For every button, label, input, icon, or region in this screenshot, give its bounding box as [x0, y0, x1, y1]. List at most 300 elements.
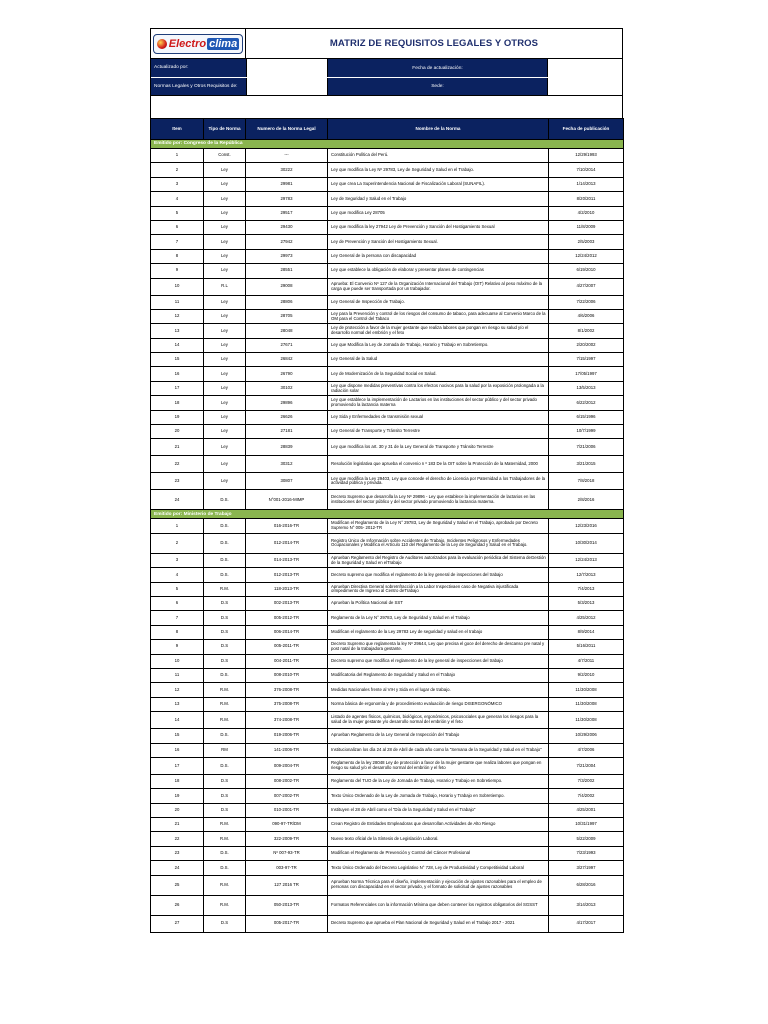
- table-header-row: [151, 119, 624, 140]
- cell-item: 14: [151, 338, 204, 352]
- cell-item: 21: [151, 439, 204, 456]
- cell-number: 012-2013-TR: [246, 568, 328, 582]
- cell-number: 010-2001-TR: [246, 803, 328, 817]
- cell-name: Modifican el reglamento de la Ley 29783 Ley de seguridad y salud en el trabajo: [328, 625, 549, 639]
- cell-number: 050-2013-TR: [246, 895, 328, 915]
- cell-number: 30312: [246, 456, 328, 473]
- cell-number: 29517: [246, 206, 328, 220]
- meta-row-1: [151, 59, 622, 77]
- cell-name: Reglamento del TUO de la Ley de Jornada de Trabajo, Horario y Trabajo en Sobretiempo.: [328, 774, 549, 788]
- table-row: [151, 473, 624, 490]
- cell-item: 1: [151, 149, 204, 163]
- cell-number: 005-2012-TR: [246, 611, 328, 625]
- cell-date: 6/28/2016: [549, 875, 624, 895]
- cell-name: Aprueban Reglamento de la Ley General de Inspección del Trabajo: [328, 729, 549, 743]
- cell-item: 25: [151, 875, 204, 895]
- table-row: [151, 697, 624, 711]
- cell-type: D.S.: [204, 846, 246, 860]
- cell-name: Ley que establece la implementación de Lactarios en las instituciones del sector público y del sector privado promoviendo la lactancia materna: [328, 396, 549, 410]
- cell-item: 22: [151, 832, 204, 846]
- cell-number: 007-2002-TR: [246, 789, 328, 803]
- cell-type: Ley: [204, 309, 246, 323]
- cell-name: Ley que modifica los art. 30 y 31 de la Ley General de Transporte y Tránsito Terrestre: [328, 439, 549, 456]
- cell-number: 004-2011-TR: [246, 654, 328, 668]
- cell-date: 6/19/2010: [549, 264, 624, 278]
- cell-item: 9: [151, 640, 204, 654]
- cell-type: Ley: [204, 163, 246, 177]
- cell-type: D.S: [204, 654, 246, 668]
- cell-type: Ley: [204, 324, 246, 338]
- cell-item: 24: [151, 490, 204, 510]
- table-row: [151, 846, 624, 860]
- cell-number: 008-2010-TR: [246, 668, 328, 682]
- table-row: [151, 832, 624, 846]
- cell-date: 11/30/2008: [549, 683, 624, 697]
- cell-number: 29981: [246, 177, 328, 191]
- cell-type: D.S: [204, 640, 246, 654]
- cell-name: Crean Registro de Entidades Empleadoras que desarrollan Actividades de Alto Riesgo: [328, 818, 549, 832]
- document-title: MATRIZ DE REQUISITOS LEGALES Y OTROS: [329, 38, 539, 49]
- table-row: [151, 668, 624, 682]
- cell-date: 7/3/2002: [549, 774, 624, 788]
- cell-item: 8: [151, 625, 204, 639]
- site-field[interactable]: [547, 78, 622, 95]
- meta-block: [150, 59, 623, 96]
- col-header-type: Tipo de Norma: [204, 119, 246, 140]
- cell-name: Ley General de la persona con discapacidad: [328, 249, 549, 263]
- table-row: [151, 235, 624, 249]
- table-row: [151, 640, 624, 654]
- cell-number: 003-97-TR: [246, 861, 328, 875]
- table-row: [151, 611, 624, 625]
- table-row: [151, 915, 624, 932]
- cell-number: 005-2017-TR: [246, 915, 328, 932]
- cell-number: 29783: [246, 192, 328, 206]
- cell-item: 8: [151, 249, 204, 263]
- cell-number: 27181: [246, 425, 328, 439]
- updated-by-field[interactable]: [246, 59, 328, 77]
- cell-name: Decreto Supremo que desarrolla la Ley Nº 29896 - Ley que establece la implementación de lactarios en las instituciones del sector público y del sector privado promoviendo la lactancia materna.: [328, 490, 549, 510]
- cell-date: 12/23/2016: [549, 519, 624, 533]
- cell-date: 7/21/2004: [549, 757, 624, 774]
- table-row: [151, 553, 624, 567]
- cell-name: Ley de protección a favor de la mujer gestante que realiza labores que pongan en riesgo su salud y/o el desarrollo normal del embrión y el feto: [328, 324, 549, 338]
- table-row: [151, 278, 624, 295]
- cell-type: Ley: [204, 264, 246, 278]
- table-row: [151, 192, 624, 206]
- cell-item: 10: [151, 278, 204, 295]
- table-row: [151, 249, 624, 263]
- cell-date: 6/15/1996: [549, 410, 624, 424]
- cell-number: 27671: [246, 338, 328, 352]
- cell-type: R.M.: [204, 697, 246, 711]
- cell-number: 090-97-TR/DM: [246, 818, 328, 832]
- cell-item: 18: [151, 774, 204, 788]
- cell-type: D.S: [204, 625, 246, 639]
- table-row: [151, 220, 624, 234]
- cell-date: 12/29/1993: [549, 149, 624, 163]
- cell-item: 19: [151, 410, 204, 424]
- table-row: [151, 774, 624, 788]
- cell-name: Listado de agentes físicos, químicos, biológicos, ergonómicos, psicosociales que generan los riesgos para la salud de la mujer gestante y/o desarrollo normal del embrión y el feto: [328, 712, 549, 729]
- cell-item: 27: [151, 915, 204, 932]
- cell-number: 29430: [246, 220, 328, 234]
- cell-date: 3/14/2013: [549, 895, 624, 915]
- cell-date: 10/31/1997: [549, 818, 624, 832]
- col-header-name: Nombre de la Norma: [328, 119, 549, 140]
- col-header-item: Item: [151, 119, 204, 140]
- cell-type: D.S: [204, 915, 246, 932]
- meta-row-2: [151, 77, 622, 95]
- cell-number: 006-2014-TR: [246, 625, 328, 639]
- cell-type: R.M.: [204, 582, 246, 596]
- table-row: [151, 396, 624, 410]
- cell-number: 26626: [246, 410, 328, 424]
- table-row: [151, 353, 624, 367]
- cell-date: 4/6/2006: [549, 309, 624, 323]
- cell-number: 141-2006-TR: [246, 743, 328, 757]
- table-row: [151, 712, 624, 729]
- cell-name: Ley que Modifica la Ley de Jornada de Trabajo, Horario y Trabajo en Sobretiempo.: [328, 338, 549, 352]
- cell-name: Aprueba: El Convenio Nº 127 de la Organización Internacional del Trabajo (OIT) Relativo al peso máximo de la carga que puede ser transportada por un trabajador.: [328, 278, 549, 295]
- cell-item: 22: [151, 456, 204, 473]
- cell-name: Modifican el Reglamento de Prevención y Control del Cáncer Profesional: [328, 846, 549, 860]
- cell-item: 26: [151, 895, 204, 915]
- logo-word-1: Electro: [168, 37, 207, 50]
- spacer: [150, 96, 623, 118]
- document-sheet: [150, 28, 623, 933]
- cell-type: R.M.: [204, 712, 246, 729]
- cell-type: Ley: [204, 177, 246, 191]
- cell-type: Ley: [204, 220, 246, 234]
- cell-date: 5/16/2011: [549, 640, 624, 654]
- cell-number: 29896: [246, 396, 328, 410]
- cell-name: Medidas Nacionales frente al VIH y Sida en el lugar de trabajo.: [328, 683, 549, 697]
- cell-name: Modificatoria del Reglamento de Seguridad y Salud en el Trabajo: [328, 668, 549, 682]
- table-row: [151, 410, 624, 424]
- cell-item: 17: [151, 757, 204, 774]
- table-row: [151, 875, 624, 895]
- cell-number: 376-2008-TR: [246, 683, 328, 697]
- cell-date: 4/27/2007: [549, 278, 624, 295]
- cell-item: 19: [151, 789, 204, 803]
- cell-type: Ley: [204, 192, 246, 206]
- cell-type: D.S: [204, 803, 246, 817]
- table-row: [151, 295, 624, 309]
- cell-item: 9: [151, 264, 204, 278]
- norms-label: Normas Legales y Otros Requisitos de:: [151, 78, 246, 95]
- cell-date: 2/5/2003: [549, 235, 624, 249]
- cell-type: Ley: [204, 439, 246, 456]
- cell-date: 10/29/2006: [549, 729, 624, 743]
- cell-date: 7/4/2013: [549, 582, 624, 596]
- update-date-label: Fecha de actualización:: [328, 59, 547, 77]
- cell-item: 10: [151, 654, 204, 668]
- logo-cell: [151, 29, 246, 58]
- cell-date: 4/7/2011: [549, 654, 624, 668]
- cell-name: Aprueban Directiva General sobreInfracción a la Labor Inspectivaen caso de Negativa injustificada oImpedimento de Ingreso al Centro deTrabajo: [328, 582, 549, 596]
- cell-number: 27942: [246, 235, 328, 249]
- cell-number: 28048: [246, 324, 328, 338]
- cell-date: 4/25/2001: [549, 803, 624, 817]
- cell-date: 7/23/1993: [549, 846, 624, 860]
- title-cell: [246, 29, 622, 58]
- cell-item: 14: [151, 712, 204, 729]
- cell-date: 4/25/2012: [549, 611, 624, 625]
- cell-name: Ley que dispone medidas preventivas contra los efectos nocivos para la salud por la exposición prolongada a la radiación solar: [328, 381, 549, 395]
- cell-item: 15: [151, 353, 204, 367]
- cell-date: 7/21/2006: [549, 439, 624, 456]
- cell-type: R.L: [204, 278, 246, 295]
- cell-name: Aprueban Norma Técnica para el diseño, implementación y ejecución de ajustes razonables para el empleo de personas con discapacidad en el sector privado, y el formato de solicitud de ajustes razonables: [328, 875, 549, 895]
- cell-name: Instituyen el 28 de Abril como el "Día de la Seguridad y Salud en el Trabajo": [328, 803, 549, 817]
- cell-type: R.M.: [204, 818, 246, 832]
- cell-item: 4: [151, 192, 204, 206]
- cell-name: Decreto Supremo que reglamenta la ley Nº 29644, Ley que precisa el goce del derecho de descanso pre natal y post natal de la trabajadora gestante.: [328, 640, 549, 654]
- cell-date: 10/7/1999: [549, 425, 624, 439]
- cell-item: 3: [151, 177, 204, 191]
- cell-name: Ley de Seguridad y Salud en el Trabajo: [328, 192, 549, 206]
- cell-number: 118-2013-TR: [246, 582, 328, 596]
- cell-name: Modifican el Reglamento de la Ley N° 29783, Ley de Seguridad y Salud en el Trabajo, aprobado por Decreto Supremo N° 005- 2012-TR: [328, 519, 549, 533]
- cell-item: 13: [151, 324, 204, 338]
- cell-type: R.M.: [204, 875, 246, 895]
- cell-type: Ley: [204, 206, 246, 220]
- cell-number: 016-2016-TR: [246, 519, 328, 533]
- cell-number: 005-2011-TR: [246, 640, 328, 654]
- cell-number: Nº 007-93-TR: [246, 846, 328, 860]
- cell-type: D.S.: [204, 668, 246, 682]
- cell-item: 23: [151, 846, 204, 860]
- cell-type: Ley: [204, 396, 246, 410]
- table-row: [151, 625, 624, 639]
- cell-type: RM: [204, 743, 246, 757]
- table-row: [151, 533, 624, 553]
- cell-item: 5: [151, 206, 204, 220]
- cell-type: Ley: [204, 473, 246, 490]
- table-row: [151, 519, 624, 533]
- cell-type: D.S: [204, 611, 246, 625]
- cell-number: 375-2008-TR: [246, 697, 328, 711]
- cell-item: 1: [151, 519, 204, 533]
- cell-item: 17: [151, 381, 204, 395]
- cell-type: Ley: [204, 338, 246, 352]
- cell-item: 13: [151, 697, 204, 711]
- update-date-field[interactable]: [547, 59, 622, 77]
- cell-date: 4/2/2010: [549, 206, 624, 220]
- table-row: [151, 729, 624, 743]
- cell-item: 16: [151, 743, 204, 757]
- table-row: [151, 743, 624, 757]
- table-body: [151, 140, 624, 933]
- updated-by-label: Actualizado por:: [151, 59, 246, 77]
- cell-type: D.S.: [204, 568, 246, 582]
- logo-mark-icon: [157, 39, 167, 49]
- cell-number: 26842: [246, 353, 328, 367]
- cell-number: 002-2013-TR: [246, 596, 328, 610]
- cell-date: 3/21/2015: [549, 456, 624, 473]
- cell-date: 11/8/2009: [549, 220, 624, 234]
- table-row: [151, 654, 624, 668]
- cell-number: 28551: [246, 264, 328, 278]
- cell-item: 6: [151, 220, 204, 234]
- table-row: [151, 163, 624, 177]
- cell-type: Ley: [204, 381, 246, 395]
- cell-type: R.M.: [204, 895, 246, 915]
- cell-item: 12: [151, 309, 204, 323]
- table-row: [151, 596, 624, 610]
- table-row: [151, 367, 624, 381]
- cell-date: 5/22/2009: [549, 832, 624, 846]
- cell-date: 1/14/2013: [549, 177, 624, 191]
- cell-date: 12/24/2013: [549, 553, 624, 567]
- cell-type: Ley: [204, 235, 246, 249]
- cell-date: 6/22/2012: [549, 396, 624, 410]
- cell-name: Texto Único Ordenado del Decreto Legislativo N° 728, Ley de Productividad y Competitividad Laboral: [328, 861, 549, 875]
- cell-date: 3/27/1997: [549, 861, 624, 875]
- cell-name: Ley que modifica la Ley Nº 29783, Ley de Seguridad y Salud en el Trabajo.: [328, 163, 549, 177]
- table-row: [151, 439, 624, 456]
- cell-name: Ley que establece la obligación de elaborar y presentar planes de contingencias: [328, 264, 549, 278]
- cell-item: 21: [151, 818, 204, 832]
- cell-number: 26790: [246, 367, 328, 381]
- cell-date: 5/3/2013: [549, 596, 624, 610]
- cell-item: 18: [151, 396, 204, 410]
- cell-item: 5: [151, 582, 204, 596]
- cell-number: 374-2008-TR: [246, 712, 328, 729]
- cell-name: Reglamento de la Ley N° 29783, Ley de Seguridad y Salud en el Trabajo: [328, 611, 549, 625]
- cell-item: 23: [151, 473, 204, 490]
- cell-name: Ley de Prevención y Sanción del Hostigamiento Sexual.: [328, 235, 549, 249]
- table-row: [151, 324, 624, 338]
- cell-type: R.M.: [204, 683, 246, 697]
- cell-type: R.M.: [204, 832, 246, 846]
- table-row: [151, 803, 624, 817]
- cell-date: 13/5/2013: [549, 381, 624, 395]
- cell-date: 7/8/2018: [549, 473, 624, 490]
- cell-type: Const.: [204, 149, 246, 163]
- cell-name: Ley General de la Salud: [328, 353, 549, 367]
- cell-item: 6: [151, 596, 204, 610]
- norms-field[interactable]: [246, 78, 328, 95]
- cell-name: Decreto supremo que modifica el reglamento de la ley general de inspecciones del trabajo: [328, 654, 549, 668]
- cell-date: 12/7/2013: [549, 568, 624, 582]
- cell-item: 7: [151, 611, 204, 625]
- cell-name: Texto Único Ordenado de la Ley de Jornada de Trabajo, Horario y Trabajo en Sobretiempo.: [328, 789, 549, 803]
- section-header-row: [151, 510, 624, 519]
- table-row: [151, 456, 624, 473]
- cell-number: N°001-2016-MIMP: [246, 490, 328, 510]
- cell-name: Decreto supremo que modifica el reglamento de la ley general de inspecciones del trabajo: [328, 568, 549, 582]
- cell-name: Resolución legislativa que aprueba el convenio n º 183 De la OIT sobre la Protección de la Maternidad, 2000: [328, 456, 549, 473]
- cell-number: 30102: [246, 381, 328, 395]
- cell-number: 28839: [246, 439, 328, 456]
- table-row: [151, 264, 624, 278]
- cell-number: 019-2006-TR: [246, 729, 328, 743]
- cell-date: 8/20/2011: [549, 192, 624, 206]
- cell-name: Decreto Supremo que aprueba el Plan Nacional de Seguridad y Salud en el Trabajo 2017 - 2021: [328, 915, 549, 932]
- table-row: [151, 568, 624, 582]
- cell-item: 11: [151, 295, 204, 309]
- table-row: [151, 861, 624, 875]
- cell-name: Ley Sida y Enfermedades de transmisión sexual: [328, 410, 549, 424]
- cell-name: Nuevo texto oficial de la Síntesis de Legislación Laboral.: [328, 832, 549, 846]
- table-row: [151, 789, 624, 803]
- section-title: Emitido por: Ministerio de Trabajo: [151, 510, 624, 519]
- table-row: [151, 895, 624, 915]
- table-row: [151, 206, 624, 220]
- cell-number: 014-2013-TR: [246, 553, 328, 567]
- cell-type: D.S.: [204, 861, 246, 875]
- table-row: [151, 818, 624, 832]
- site-label: Sede:: [328, 78, 547, 95]
- cell-name: Norma básica de ergonomía y de procedimiento evaluación de riesgo DISERGONÓMICO: [328, 697, 549, 711]
- requirements-table: [150, 118, 624, 933]
- cell-type: D.S: [204, 789, 246, 803]
- cell-type: D.S.: [204, 553, 246, 567]
- cell-item: 4: [151, 568, 204, 582]
- table-row: [151, 683, 624, 697]
- table-row: [151, 425, 624, 439]
- cell-name: Ley General de Transporte y Tránsito Terrestre: [328, 425, 549, 439]
- cell-item: 16: [151, 367, 204, 381]
- cell-name: Aprueban Reglamento del Registro de Auditores autorizados para la evaluación periódica del Sistema deGestión de la Seguridad y Salud en elTrabajo: [328, 553, 549, 567]
- cell-date: 7/22/2006: [549, 295, 624, 309]
- cell-type: Ley: [204, 456, 246, 473]
- cell-number: 008-2002-TR: [246, 774, 328, 788]
- cell-name: Ley de Modernización de la Seguridad Social en Salud.: [328, 367, 549, 381]
- cell-date: 4/17/2017: [549, 915, 624, 932]
- cell-number: 012-2014-TR: [246, 533, 328, 553]
- table-row: [151, 582, 624, 596]
- section-title: Emitido por: Congreso de la República: [151, 140, 624, 149]
- cell-type: D.S: [204, 596, 246, 610]
- table-row: [151, 149, 624, 163]
- cell-date: 2/20/2002: [549, 338, 624, 352]
- cell-name: Ley que modifica la Ley 29403, Ley que concede el derecho de Licencia por Paternidad a los Trabajadores de la actividad pública y privada.: [328, 473, 549, 490]
- cell-number: ---: [246, 149, 328, 163]
- cell-type: Ley: [204, 367, 246, 381]
- cell-type: Ley: [204, 295, 246, 309]
- cell-date: 2/8/2016: [549, 490, 624, 510]
- table-row: [151, 381, 624, 395]
- cell-date: 4/7/2006: [549, 743, 624, 757]
- cell-date: 11/30/2008: [549, 697, 624, 711]
- document-header: [150, 28, 623, 59]
- cell-name: Ley que modifica Ley 28705: [328, 206, 549, 220]
- cell-item: 3: [151, 553, 204, 567]
- cell-type: D.S: [204, 774, 246, 788]
- cell-date: 11/30/2008: [549, 712, 624, 729]
- cell-name: Ley General de Inspección de Trabajo.: [328, 295, 549, 309]
- cell-date: 8/1/2002: [549, 324, 624, 338]
- col-header-number: Numero de la Norma Legal: [246, 119, 328, 140]
- table-row: [151, 309, 624, 323]
- table-row: [151, 757, 624, 774]
- cell-date: 17/05/1997: [549, 367, 624, 381]
- cell-number: 009-2004-TR: [246, 757, 328, 774]
- cell-number: 322-2009-TR: [246, 832, 328, 846]
- cell-item: 7: [151, 235, 204, 249]
- cell-name: Ley que modifica la ley 27942 Ley de Prevención y Sanción del Hostigamiento Sexual: [328, 220, 549, 234]
- company-logo: [153, 34, 243, 54]
- cell-name: Formatos Referenciales con la información Mínima que deben contener los registros obligatorios del SGSST: [328, 895, 549, 915]
- cell-number: 127 2016 TR: [246, 875, 328, 895]
- col-header-date: Fecha de publicación: [549, 119, 624, 140]
- cell-date: 10/30/2014: [549, 533, 624, 553]
- cell-name: Reglamento de la ley 28048 Ley de protección a favor de la mujer gestante que realiza labores que pongan en riesgo su salud y/o el desarrollo normal del embrión y el feto: [328, 757, 549, 774]
- cell-item: 2: [151, 533, 204, 553]
